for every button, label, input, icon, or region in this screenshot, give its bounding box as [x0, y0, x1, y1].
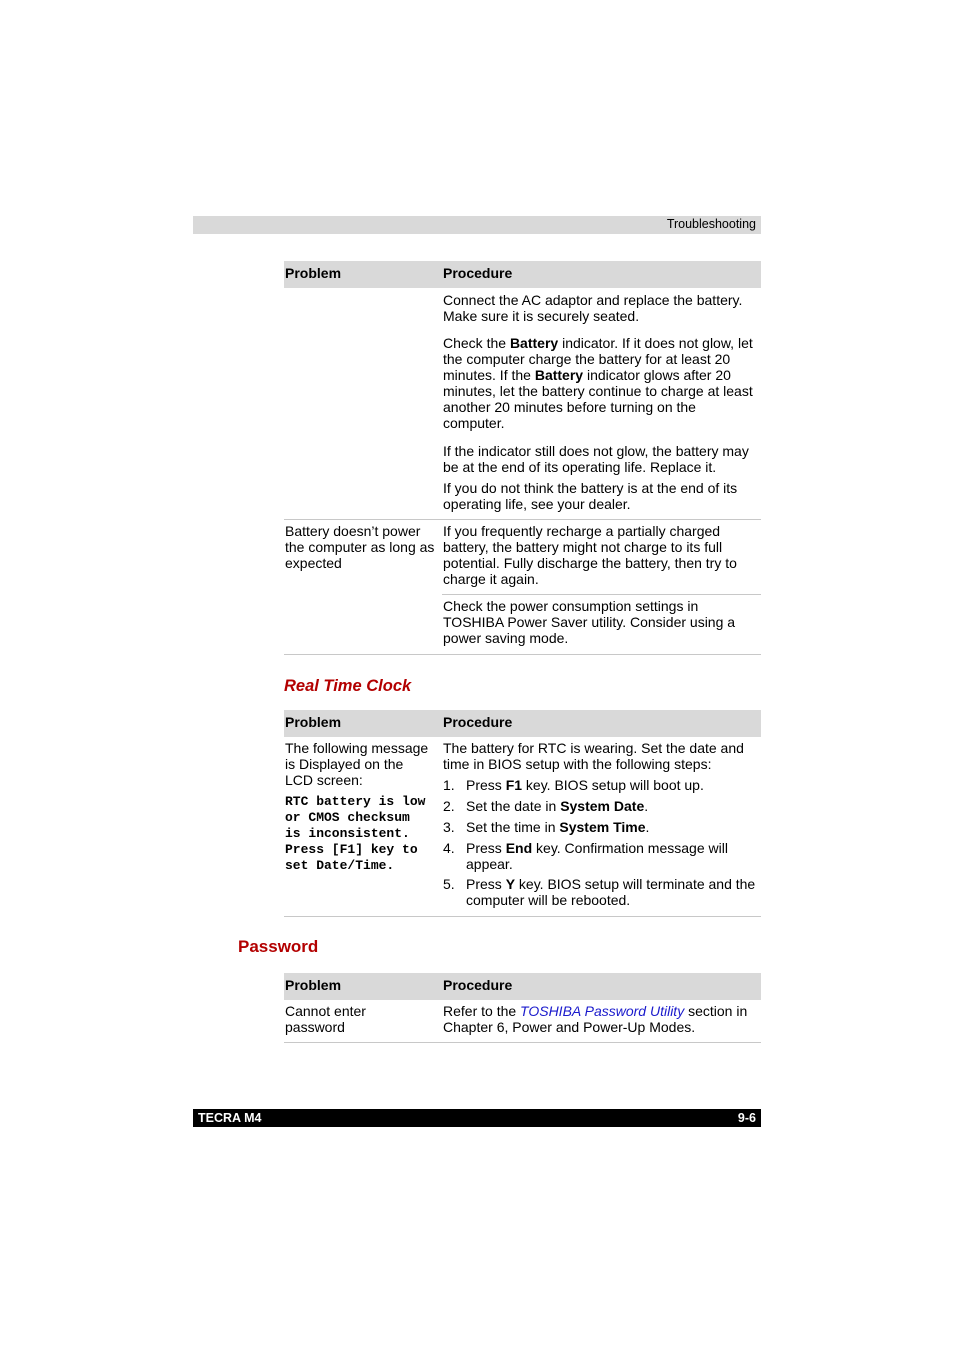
col-procedure: Procedure: [443, 714, 513, 730]
rtc-table-header: [284, 710, 761, 737]
col-problem: Problem: [285, 265, 342, 281]
section-heading: Password: [238, 937, 319, 956]
procedure-text: If you do not think the battery is at the end of its operating life, see your dealer.: [443, 480, 738, 512]
col-procedure: Procedure: [443, 265, 513, 281]
table-rule: [284, 654, 761, 655]
problem-text: The following message is Displayed on the LCD screen:: [285, 740, 429, 788]
step-number: 2.: [443, 798, 455, 814]
password-table-header: [284, 973, 761, 1000]
table-rule: [284, 519, 761, 520]
procedure-text: Connect the AC adaptor and replace the battery. Make sure it is securely seated.: [443, 292, 743, 324]
header-section-title: Troubleshooting: [666, 217, 756, 231]
step-text: Set the date in System Date.: [466, 798, 649, 814]
procedure-text: If the indicator still does not glow, the battery may be at the end of its operating life. Replace it.: [443, 443, 749, 475]
footer-bar: [193, 1109, 761, 1127]
procedure-intro: The battery for RTC is wearing. Set the date and time in BIOS setup with the following steps:: [443, 740, 744, 772]
footer-model: TECRA M4: [198, 1111, 262, 1125]
col-problem: Problem: [285, 714, 342, 730]
procedure-text: Refer to the TOSHIBA Password Utility section in Chapter 6, Power and Power-Up Modes.: [443, 1003, 748, 1035]
password-utility-link[interactable]: TOSHIBA Password Utility: [520, 1003, 685, 1019]
procedure-text: Check the Battery indicator. If it does not glow, let the computer charge the battery for at least 20 minutes. If the Battery indicator glows after 20 minutes, let the battery continue to charge at least another 20 minutes before turning on the computer.: [443, 335, 753, 431]
procedure-text: Check the power consumption settings in TOSHIBA Power Saver utility. Consider using a power saving mode.: [443, 598, 736, 646]
page-number: 9-6: [737, 1111, 756, 1125]
table-rule: [442, 594, 761, 595]
problem-text: Battery doesn’t power the computer as long as expected: [285, 523, 435, 571]
running-header: [193, 216, 761, 234]
step-number: 1.: [443, 777, 455, 793]
table-rule: [284, 1042, 761, 1043]
subsection-heading: Real Time Clock: [284, 677, 412, 695]
col-procedure: Procedure: [443, 977, 513, 993]
step-text: Press End key. Confirmation message will appear.: [466, 840, 728, 872]
problem-text: Cannot enter password: [285, 1003, 366, 1035]
step-number: 4.: [443, 840, 455, 856]
error-message-code: RTC battery is low or CMOS checksum is inconsistent. Press [F1] key to set Date/Time.: [285, 794, 426, 873]
step-number: 5.: [443, 876, 455, 892]
step-text: Press Y key. BIOS setup will terminate and the computer will be rebooted.: [466, 876, 756, 908]
col-problem: Problem: [285, 977, 342, 993]
table-rule: [284, 916, 761, 917]
step-number: 3.: [443, 819, 455, 835]
step-text: Set the time in System Time.: [466, 819, 650, 835]
step-text: Press F1 key. BIOS setup will boot up.: [466, 777, 704, 793]
procedure-text: If you frequently recharge a partially charged battery, the battery might not charge to its full potential. Fully discharge the battery, then try to charge it again.: [443, 523, 737, 587]
table1-header: [284, 261, 761, 288]
